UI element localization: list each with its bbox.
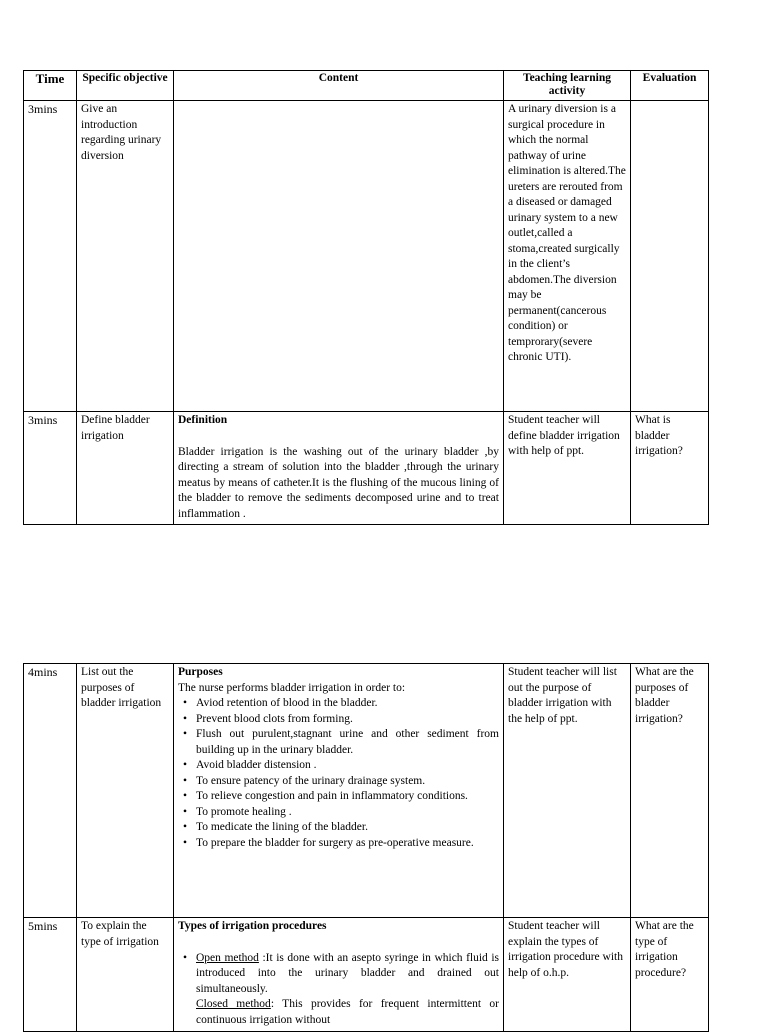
evaluation-cell: What is bladder irrigation? bbox=[631, 412, 709, 525]
header-content: Content bbox=[174, 71, 504, 101]
open-method-label: Open method bbox=[196, 951, 259, 964]
list-item bbox=[196, 951, 499, 998]
evaluation-cell: What are the type of irrigation procedure? bbox=[631, 918, 709, 1032]
closed-method-label: Closed method bbox=[196, 998, 271, 1010]
table-row bbox=[24, 664, 709, 918]
time-cell: 4mins bbox=[24, 664, 77, 918]
list-item: • Prevent blood clots from forming. bbox=[196, 712, 499, 728]
time-cell: 3mins bbox=[24, 412, 77, 525]
list-item: • To ensure patency of the urinary drainage system. bbox=[196, 774, 499, 790]
list-item: • To relieve congestion and pain in inflammatory conditions. bbox=[196, 789, 499, 805]
time-cell: 5mins bbox=[24, 918, 77, 1032]
types-list bbox=[178, 951, 499, 1030]
header-objective: Specific objective bbox=[77, 71, 174, 101]
content-heading: Purposes bbox=[178, 666, 223, 678]
objective-cell: List out the purposes of bladder irrigation bbox=[77, 664, 174, 918]
content-cell bbox=[174, 101, 504, 412]
content-cell bbox=[174, 664, 504, 918]
lesson-plan-table-1 bbox=[23, 70, 709, 525]
activity-cell: Student teacher will define bladder irrigation with help of ppt. bbox=[504, 412, 631, 525]
lesson-plan-table-2 bbox=[23, 663, 709, 1032]
header-evaluation: Evaluation bbox=[631, 71, 709, 101]
activity-cell: A urinary diversion is a surgical procedure in which the normal pathway of urine elimination is altered.The ureters are rerouted from a diseased or damaged urinary system to a new outlet,called a stoma,created surgically in the client’s abdomen.The diversion may be permanent(cancerous condition) or temprorary(severe chronic UTI). bbox=[504, 101, 631, 412]
content-heading: Definition bbox=[178, 414, 228, 426]
definition-text: Bladder irrigation is the washing out of the urinary bladder ,by directing a stream of solution into the bladder ,through the urinary meatus by means of catheter.It is the flushing of the mucous lining of the bladder to remove the sediments decomposed urine and to treat inflammation . bbox=[178, 445, 499, 520]
table-row bbox=[24, 101, 709, 412]
content-heading: Types of irrigation procedures bbox=[178, 920, 327, 932]
evaluation-cell: What are the purposes of bladder irrigation? bbox=[631, 664, 709, 918]
purposes-intro: The nurse performs bladder irrigation in order to: bbox=[178, 681, 406, 694]
list-item: • Aviod retention of blood in the bladder. bbox=[196, 696, 499, 712]
table-row bbox=[24, 918, 709, 1032]
purposes-list bbox=[178, 696, 499, 851]
list-item: • To prepare the bladder for surgery as pre-operative measure. bbox=[196, 836, 499, 852]
table-row bbox=[24, 412, 709, 525]
header-time: Time bbox=[24, 71, 77, 101]
activity-cell: Student teacher will list out the purpose of bladder irrigation with the help of ppt. bbox=[504, 664, 631, 918]
list-item bbox=[196, 997, 499, 1029]
list-item: • Flush out purulent,stagnant urine and other sediment from building up in the urinary bladder. bbox=[196, 727, 499, 758]
closed-method-text: : This provides for frequent intermittent or continuous irrigation without bbox=[196, 998, 499, 1026]
table-header-row bbox=[24, 71, 709, 101]
content-cell bbox=[174, 412, 504, 525]
list-item: • Avoid bladder distension . bbox=[196, 758, 499, 774]
objective-cell: Define bladder irrigation bbox=[77, 412, 174, 525]
content-cell bbox=[174, 918, 504, 1032]
header-activity: Teaching learning activity bbox=[504, 71, 631, 101]
activity-cell: Student teacher will explain the types of irrigation procedure with help of o.h.p. bbox=[504, 918, 631, 1032]
objective-cell: To explain the type of irrigation bbox=[77, 918, 174, 1032]
list-item: • To medicate the lining of the bladder. bbox=[196, 820, 499, 836]
list-item: • To promote healing . bbox=[196, 805, 499, 821]
objective-cell: Give an introduction regarding urinary diversion bbox=[77, 101, 174, 412]
time-cell: 3mins bbox=[24, 101, 77, 412]
open-method-text: :It is done with an asepto syringe in which fluid is introduced into the urinary bladder and drained out simultaneously. bbox=[196, 951, 499, 995]
evaluation-cell bbox=[631, 101, 709, 412]
